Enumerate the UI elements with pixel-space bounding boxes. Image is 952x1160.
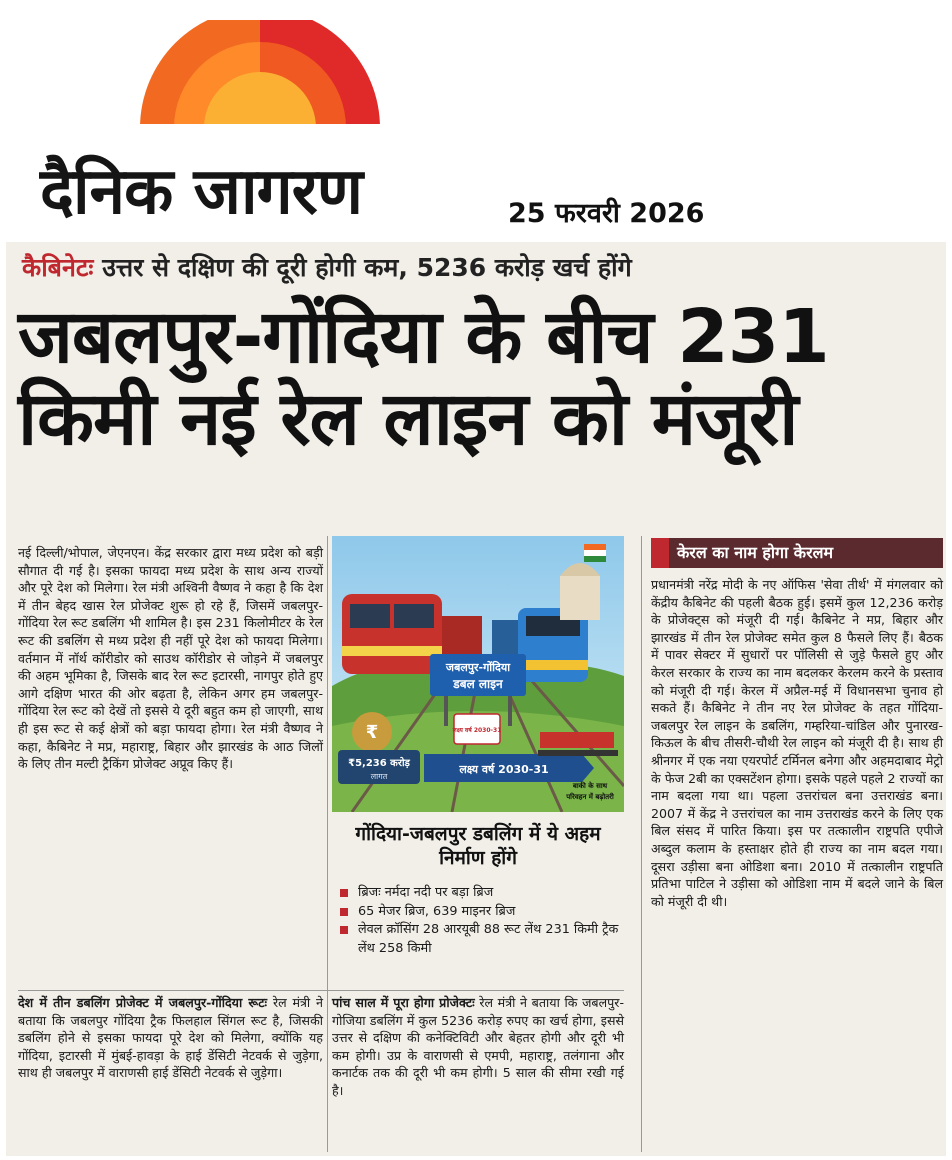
headline (18, 296, 938, 460)
subsection-1-body: रेल मंत्री ने बताया कि जबलपुर गोंदिया ट्रैक फिलहाल सिंगल रूट है, जिसकी डबलिंग होने से इसका फायदा पूरे देश को मिलेगा, क्योंकि यह गोंदिया, इटारसी में मुंबई-हावड़ा के हाई डेंसिटी नेटवर्क से जुड़ेगा, साथ ही जबलपुर में वाराणसी हाई डेंसिटी नेटवर्क से जुड़ेगा। (18, 995, 323, 1081)
target-year: लक्ष्य वर्ष 2030-31 (459, 763, 549, 776)
subsection-1 (18, 994, 323, 1082)
bullet-text: लेवल क्रॉसिंग 28 आरयूबी 88 रूट लेंथ 231 किमी ट्रैक लेंथ 258 किमी (358, 922, 619, 956)
bullet-item (340, 884, 624, 903)
sign-line-1: जबलपुर-गोंदिया (445, 661, 511, 674)
infographic-title: गोंदिया-जबलपुर डबलिंग में ये अहम निर्माण होंगे (355, 823, 601, 869)
bullet-item (340, 903, 624, 922)
section-divider (18, 990, 624, 991)
lead-paragraph: नई दिल्ली/भोपाल, जेएनएन। केंद्र सरकार द्वारा मध्य प्रदेश को बड़ी सौगात दी गई है। इसका फायदा मध्य प्रदेश के साथ अन्य राज्यों और पूरे देश को मिलेगा। रेल मंत्री अश्विनी वैष्णव ने कहा है कि देश में तीन बेहद खास रेल प्रोजेक्ट शुरू हो रहे हैं, जिसमें जबलपुर-गोंदिया रेल रूट डबलिंग भी शामिल है। इस 231 किलोमीटर के रेल रूट की डबलिंग से मध्य प्रदेश ही नहीं पूरे देश को फायदा मिलेगा। वर्तमान में नॉर्थ कॉरीडोर को साउथ कॉरीडोर से जोड़ने में जबलपुर की अहम भूमिका है, जिसके बाद रेल रूट इटारसी, नागपुर होते हुए आगे दक्षिण भारत की ओर बढ़ता है, लेकिन अगर हम जबलपुर-गोंदिया रेल रूट को देखें तो इससे ये दूरी बहुत कम हो जाएगी, साथ ही इस रूट से कई क्षेत्रों को बड़ा फायदा होगा। रेल मंत्री वैष्णव ने कहा, कैबिनेट ने मप्र, महाराष्ट्र, बिहार और झारखंड के आठ जिलों के लिए तीन मल्टी ट्रैकिंग प्रोजेक्ट अप्रूव किए हैं। (18, 545, 323, 772)
kicker-label: कैबिनेटः (22, 253, 94, 282)
sign-line-2: डबल लाइन (453, 677, 503, 691)
masthead-title: दैनिक जागरण (40, 155, 363, 229)
bullet-text: ब्रिजः नर्मदा नदी पर बड़ा ब्रिज (358, 885, 494, 900)
subsection-1-heading: देश में तीन डबलिंग प्रोजेक्ट में जबलपुर-गोंदिया रूटः (18, 995, 268, 1010)
target-year-small: लक्ष्य वर्ष 2030-31 (452, 727, 502, 734)
headline-line-2: किमी नई रेल लाइन को मंजूरी (18, 376, 798, 462)
subsection-2-body: रेल मंत्री ने बताया कि जबलपुर-गोजिया डबलिंग में कुल 5236 करोड़ रुपए का खर्च होगा, इससे उत्तर से दक्षिण की कनेक्टिविटी और बेहतर होगी और दूरी भी कम होगी। उप्र के वाराणसी से एमपी, महाराष्ट्र, तलंगाना और कनार्टक तक की दूरी भी कम होगी। 5 साल की सीमा रखी गई है। (332, 995, 624, 1098)
kicker (22, 250, 632, 284)
bullet-item (340, 921, 624, 958)
bullet-text: 65 मेजर ब्रिज, 639 माइनर ब्रिज (358, 903, 516, 919)
bullet-square-icon (340, 926, 348, 934)
kicker-text: उत्तर से दक्षिण की दूरी होगी कम, 5236 करोड़ खर्च होंगे (102, 253, 632, 282)
headline-line-1: जबलपुर-गोंदिया के बीच 231 (18, 294, 829, 380)
subsection-2 (332, 994, 624, 1100)
railway-infographic (332, 536, 624, 812)
carbon-label: बाकी के साथ (572, 782, 608, 790)
construction-bullets (340, 884, 624, 958)
subsection-2-heading: पांच साल में पूरा होगा प्रोजेक्टः (332, 995, 475, 1010)
bullet-square-icon (340, 889, 348, 897)
sidebar-heading: केरल का नाम होगा केरलम (651, 538, 943, 568)
column-rule-2 (641, 536, 642, 1152)
sidebar-body: प्रधानमंत्री नरेंद्र मोदी के नए ऑफिस 'सेवा तीर्थ' में मंगलवार को केंद्रीय कैबिनेट की पहली बैठक हुई। इसमें कुल 12,236 करोड़ के प्रोजेक्ट्स को मंजूरी दी गई। कैबिनेट ने मप्र, बिहार और झारखंड में तीन रेल प्रोजेक्ट समेत कुल 8 फैसले लिए हैं। बैठक में पावर सेक्टर में सुधारों पर पॉलिसी से जुड़े फैसले हुए और केरल सरकार के राज्य का नाम बदलकर केरलम करने के प्रस्ताव को मंजूरी दी गई। केरल में अप्रैल-मई में विधानसभा चुनाव हो सकते हैं। कैबिनेट ने तीन नए रेल प्रोजेक्ट के तहत गोंदिया-जबलपुर रेल लाइन के डबलिंग, गम्हरिया-चांडिल और पुनारख-किऊल के बीच तीसरी-चौथी रेल लाइन को मंजूरी दी है। साथ ही श्रीनगर में एक नया एयरपोर्ट टर्मिनल बनेगा और अहमदाबाद मेट्रो के फेज 2बी का एक्सटेंशन होगा। इसके पहले पहले 2 राज्यों का नाम बदला गया था। पहला उत्तरांचल बना उत्तराखंड बना। 2007 में केंद्र ने उत्तरांचल का नाम उत्तराखंड करने के लिए एक बिल संसद में पारित किया। इस पर तत्कालीन राष्ट्रपति एपीजे अब्दुल कलाम के हस्ताक्षर होते ही राज्य का नाम बदल गया। दूसरा उड़ीसा बना ओडिशा बना। 2010 में तत्कालीन राष्ट्रपति प्रतिभा पाटिल ने उड़ीसा को ओडिशा नाम में बदले जाने के बिल को मंजूरी दी थी। (651, 577, 944, 909)
carbon-label-2: परिवहन में बढ़ोतरी (566, 793, 614, 801)
cost-label: ₹5,236 करोड़ (348, 758, 410, 769)
bullet-square-icon (340, 908, 348, 916)
cost-sub: लागत (370, 772, 388, 781)
publication-date: 25 फरवरी 2026 (508, 198, 705, 229)
svg-text:₹: ₹ (365, 722, 379, 743)
lead-column (18, 544, 323, 773)
dainik-jagran-sun-logo (140, 20, 380, 130)
column-rule-1 (327, 536, 328, 1152)
